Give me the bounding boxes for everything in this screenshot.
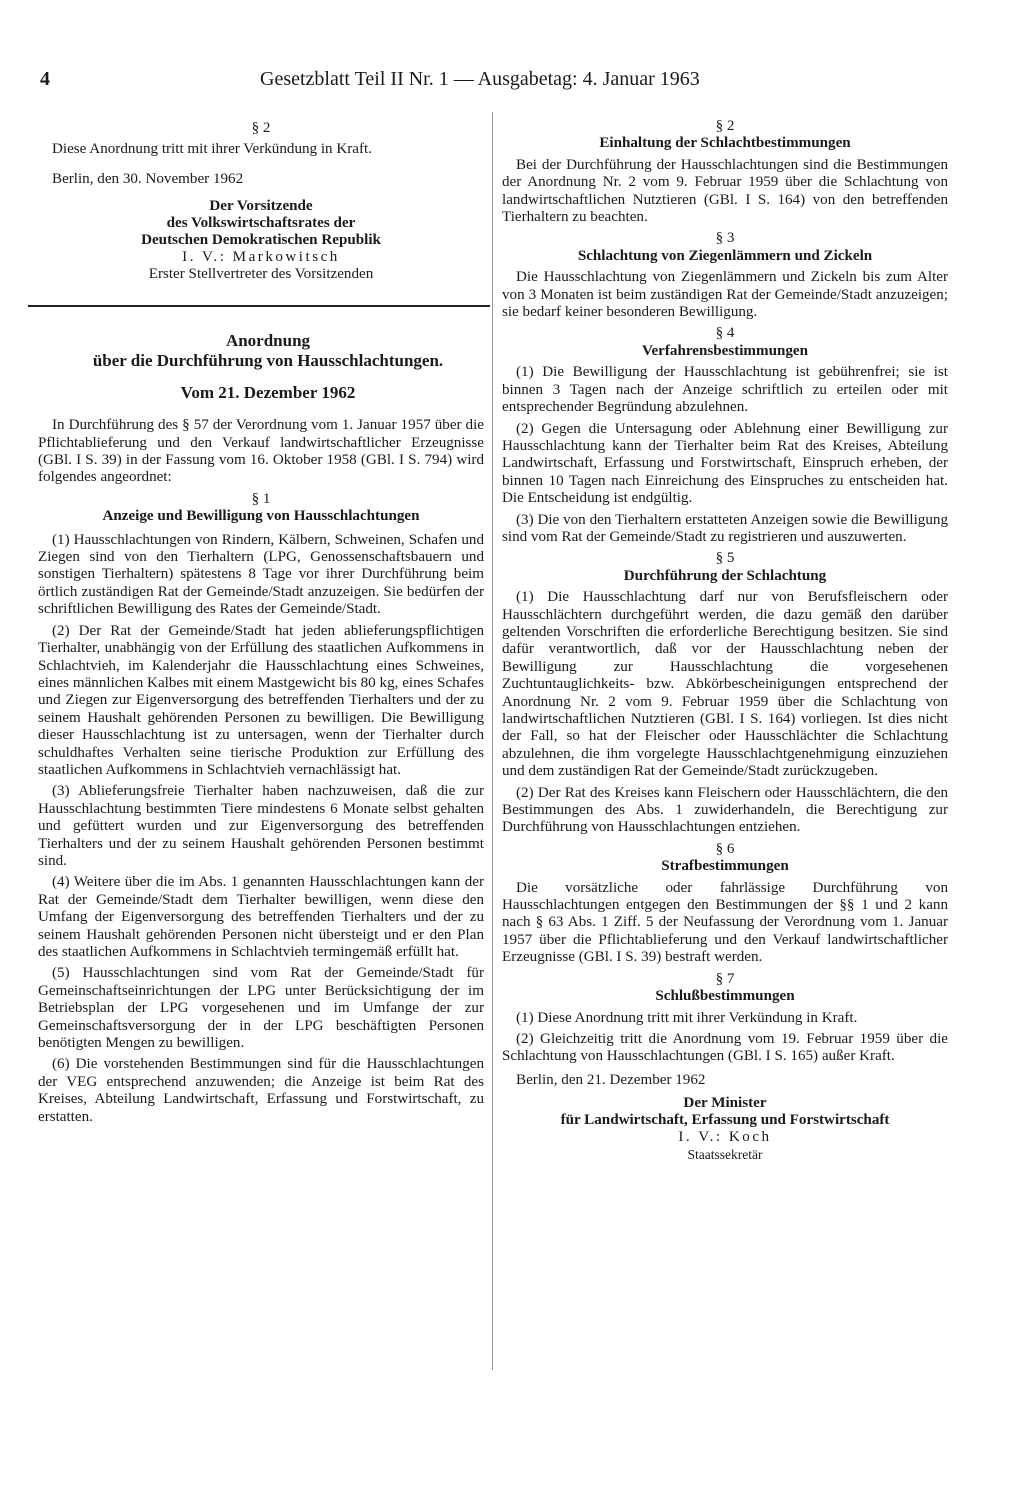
prev-signature-line-1: Der Vorsitzende [209,198,313,215]
section-5-para-1: (1) Die Hausschlachtung darf nur von Berufsfleischern oder Hausschlächtern durchgeführt werden, die dazu gemäß den darüber geltenden Vorschriften die erforderliche Berechtigung besitzen. Sie sind dafür verantwortlich, daß vor der Hausschlachtung neben der Bewilligung zur Hausschlachtung die vorgesehenen Zuchtuntauglichkeits- bzw. Abkörbescheinigungen entsprechend der Anordnung Nr. 2 vom 9. Februar 1959 über die Schlachtung von landwirtschaftlichen Nutztieren (GBl. I S. 164) vorliegen. Ist dies nicht der Fall, so hat der Fleischer oder Hausschlächter die Schlachtung abzulehnen, die ihm vorgelegte Hausschlachtgenehmigung einzuziehen und dem zuständigen Rat der Gemeinde/Stadt zurückzugeben. [502,589,948,780]
page-header [40,68,940,94]
section-rule [28,305,490,307]
left-column [38,118,484,1130]
section-1-number: § 1 [251,490,271,507]
section-5-para-2: (2) Der Rat des Kreises kann Fleischern oder Hausschlächtern, die den Bestimmungen des Abs. 1 zuwiderhandeln, die Berechtigung zur Durchführung von Hausschlachtungen entziehen. [502,784,948,836]
section-2-title: Einhaltung der Schlachtbestimmungen [599,135,851,152]
section-6-title: Strafbestimmungen [661,858,789,875]
section-2-para-1: Bei der Durchführung der Hausschlachtungen sind die Bestimmungen der Anordnung Nr. 2 vom 9. Februar 1959 über die Schlachtung von landwirtschaftlichen Nutztieren (GBl. I S. 164) von den betreffenden Tierhaltern zu beachten. [502,156,948,226]
section-1-para-2: (2) Der Rat der Gemeinde/Stadt hat jeden ablieferungspflichtigen Tierhalter, unabhängig von der Erfüllung des staatlichen Aufkommens in Schlachtvieh, im Kalenderjahr die Hausschlachtung eines Schweines, eines männlichen Kalbes mit einem Mastgewicht bis 80 kg, eines Schafes und Ziegen zur Eigenversorgung des betreffenden Tierhalters und der zu seinem Haushalt gehörenden Personen zu bewilligen. Die Bewilligung dieser Hausschlachtung ist zu untersagen, wenn der Tierhalter durch schuldhaftes Verhalten seine tierische Produktion zur Erfüllung des staatlichen Aufkommens in Schlachtvieh vernachlässigt hat. [38,622,484,778]
section-1-para-4: (4) Weitere über die im Abs. 1 genannten Hausschlachtungen kann der Rat der Gemeinde/Stadt dem Tierhalter bewilligen, wenn diese den Umfang der Eigenversorgung des betreffenden Tierhalters und der zu seinem Haushalt gehörenden Personen nicht übersteigt und er den Plan des staatlichen Aufkommens in Schlachtvieh termingemäß erfüllt hat. [38,874,484,960]
right-column [502,116,948,1163]
prev-section-number: § 2 [251,120,271,136]
prev-signature-role: Erster Stellvertreter des Vorsitzenden [148,266,374,283]
document-title-line-1: Anordnung [225,331,311,351]
section-7-para-2: (2) Gleichzeitig tritt die Anordnung vom 19. Februar 1959 über die Schlachtung von Hausschlachtungen (GBl. I S. 165) außer Kraft. [502,1030,948,1065]
section-3-number: § 3 [715,230,735,247]
section-1-para-6: (6) Die vorstehenden Bestimmungen sind für die Hausschlachtungen der VEG entsprechend anzuwenden; die Anzeige ist beim Rat des Kreises, Abteilung Landwirtschaft, Erfassung und Forstwirtschaft, zu erstatten. [38,1056,484,1125]
section-4-para-1: (1) Die Bewilligung der Hausschlachtung ist gebührenfrei; sie ist binnen 3 Tagen nach der Anzeige schriftlich zu erteilen oder mit entsprechender Begründung abzulehnen. [502,364,948,416]
prev-section-text: Diese Anordnung tritt mit ihrer Verkündung in Kraft. [52,141,372,158]
section-2-number: § 2 [715,118,735,134]
signature-line-1: Der Minister [683,1095,767,1112]
section-1-title: Anzeige und Bewilligung von Hausschlachtungen [102,508,420,525]
document-title-line-2: über die Durchführung von Hausschlachtungen. [92,351,444,371]
place-date: Berlin, den 21. Dezember 1962 [516,1071,706,1088]
running-head: Gesetzblatt Teil II Nr. 1 — Ausgabetag: 4. Januar 1963 [260,68,700,90]
prev-signature-name: I. V.: Markowitsch [182,249,340,266]
section-3-title: Schlachtung von Ziegenlämmern und Zickeln [577,247,873,264]
prev-signature-line-3: Deutschen Demokratischen Republik [141,232,381,249]
section-4-title: Verfahrensbestimmungen [641,342,809,359]
section-1-para-5: (5) Hausschlachtungen sind vom Rat der Gemeinde/Stadt für Gemeinschaftseinrichtungen der LPG unter Berücksichtigung der im Betriebsplan der LPG vorgesehenen und im Umfange der zur Gemeinschaftsversorgung der in der LPG beschäftigten Personen benötigten Mengen zu bewilligen. [38,965,484,1052]
signature-line-2: für Landwirtschaft, Erfassung und Forstwirtschaft [560,1112,890,1129]
section-7-number: § 7 [715,970,735,987]
section-4-number: § 4 [715,325,735,342]
section-6-para-1: Die vorsätzliche oder fahrlässige Durchführung von Hausschlachtungen entgegen den Bestimmungen der §§ 1 und 2 kann nach § 63 Abs. 1 Ziff. 5 der Neufassung der Verordnung vom 1. Januar 1957 über die Pflichtablieferung und den Verkauf landwirtschaftlicher Erzeugnisse (GBl. I S. 39) bestraft werden. [502,879,948,966]
signature-name: I. V.: Koch [678,1129,772,1146]
section-4-para-2: (2) Gegen die Untersagung oder Ablehnung einer Bewilligung zur Hausschlachtung kann der Tierhalter beim Rat des Kreises, Abteilung Landwirtschaft, Erfassung und Forstwirtschaft, Einspruch erheben, der binnen 10 Tagen nach Einreichung des Einspruches zu entscheiden hat. Die Entscheidung ist endgültig. [502,420,948,507]
section-1-para-3: (3) Ablieferungsfreie Tierhalter haben nachzuweisen, daß die zur Hausschlachtung bestimmten Tiere mindestens 6 Monate selbst gehalten und gefüttert wurden und zur Eigenversorgung des betreffenden Tierhalters und der zu seinem Haushalt gehörenden Personen bestimmt sind. [38,783,484,869]
document-date: Vom 21. Dezember 1962 [180,383,356,403]
section-6-number: § 6 [715,840,735,857]
section-4-para-3: (3) Die von den Tierhaltern erstatteten Anzeigen sowie die Bewilligung sind vom Rat der Gemeinde/Stadt zu registrieren und auszuwerten. [502,511,948,545]
intro-paragraph: In Durchführung des § 57 der Verordnung vom 1. Januar 1957 über die Pflichtablieferung und den Verkauf landwirtschaftlicher Erzeugnisse (GBl. I S. 39) in der Fassung vom 16. Oktober 1958 (GBl. I S. 794) wird folgendes angeordnet: [38,417,484,486]
page-number: 4 [40,68,50,90]
section-7-para-1: (1) Diese Anordnung tritt mit ihrer Verkündung in Kraft. [516,1009,858,1026]
section-5-title: Durchführung der Schlachtung [623,567,827,584]
section-1-para-1: (1) Hausschlachtungen von Rindern, Kälbern, Schweinen, Schafen und Ziegen sind von den Tierhaltern (LPG, Genossenschaftsbauern und sonstigen Tierhaltern) spätestens 8 Tage vor ihrer Durchführung beim örtlich zuständigen Rat der Gemeinde/Stadt anzuzeigen. Sie bedürfen der schriftlichen Bewilligung des Rates der Gemeinde/Stadt. [38,531,484,618]
prev-signature-line-2: des Volkswirtschaftsrates der [166,215,356,232]
column-divider [492,112,493,1370]
signature-role: Staatssekretär [687,1147,763,1163]
section-5-number: § 5 [715,550,735,567]
section-7-title: Schlußbestimmungen [655,988,795,1005]
section-3-para-1: Die Hausschlachtung von Ziegenlämmern und Zickeln bis zum Alter von 3 Monaten ist beim zuständigen Rat der Gemeinde/Stadt anzuzeigen; sie bedarf keiner besonderen Bewilligung. [502,269,948,321]
prev-place-date: Berlin, den 30. November 1962 [52,170,244,187]
